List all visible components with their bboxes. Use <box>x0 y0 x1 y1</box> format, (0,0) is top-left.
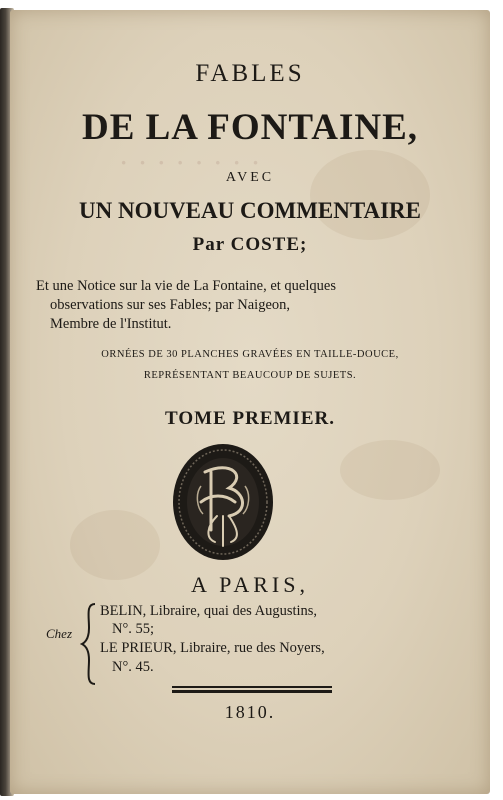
imprint-address: LE PRIEUR, Libraire, rue des Noyers, <box>100 640 325 656</box>
paper-stain <box>310 150 430 240</box>
ornaments-line: ORNÉES DE 30 PLANCHES GRAVÉES EN TAILLE-DOUCE, <box>101 349 399 360</box>
notice-line: Et une Notice sur la vie de La Fontaine, et quelques <box>36 278 336 294</box>
monogram-seal-icon <box>171 442 275 562</box>
bleed-through-text: · · · · · · · · <box>120 150 263 175</box>
notice-line: observations sur ses Fables; par Naigeon, <box>50 297 291 313</box>
imprint-address: BELIN, Libraire, quai des Augustins, <box>100 603 318 619</box>
imprint-chez: Chez <box>46 626 72 641</box>
title-de-la-fontaine: DE LA FONTAINE, <box>81 107 419 148</box>
divider-rule <box>172 690 332 693</box>
volume-title: TOME PREMIER. <box>165 408 335 429</box>
divider-rule <box>172 686 332 688</box>
imprint-address: N°. 55; <box>112 621 155 637</box>
notice-block <box>36 277 476 334</box>
title-fables: FABLES <box>195 60 305 87</box>
paper-stain <box>340 440 440 500</box>
imprint-address: N°. 45. <box>112 659 154 675</box>
title-commentaire: UN NOUVEAU COMMENTAIRE <box>78 198 421 223</box>
title-avec: AVEC <box>225 170 275 185</box>
curly-brace-icon <box>80 602 98 686</box>
paper-stain <box>70 510 160 580</box>
ornaments-line: REPRÉSENTANT BEAUCOUP DE SUJETS. <box>143 370 357 381</box>
imprint-city: A PARIS, <box>190 572 309 597</box>
title-par-coste: Par COSTE; <box>192 234 308 255</box>
publication-year: 1810. <box>224 702 276 722</box>
notice-line: Membre de l'Institut. <box>50 316 172 332</box>
